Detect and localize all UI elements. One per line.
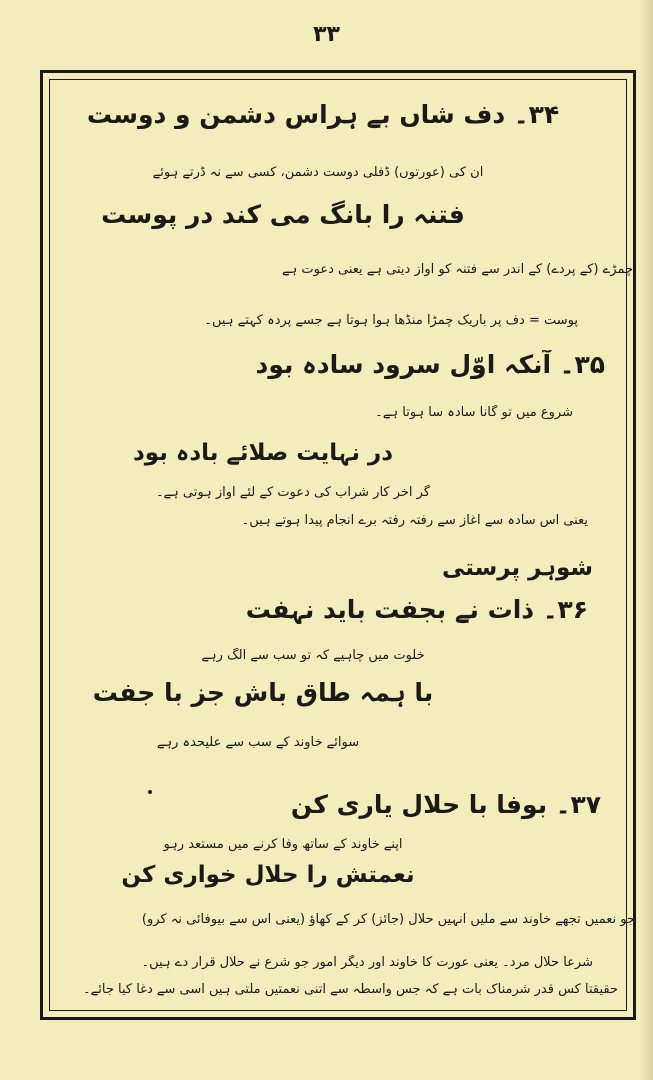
couplet-35-translation-2: گر آخر کار شراب کی دعوت کے لئے آواز ہوتی ہے۔ (155, 485, 431, 500)
couplet-37-note-1: شرعاً حلال مرد۔ یعنی عورت کا خاوند اور دیگر امور جو شرع نے حلال قرار دے ہیں۔ (141, 955, 593, 970)
couplet-35-translation-1: شروع میں تو گانا سادہ سا ہوتا ہے۔ (375, 405, 573, 420)
couplet-34-note: پوست = دف پر باریک چمڑا منڈھا ہوا ہوتا ہے جسے پردہ کہتے ہیں۔ (204, 313, 578, 328)
couplet-36-line-1: ۳۶۔ ذات نے بجفت باید نہفت (245, 595, 588, 624)
couplet-36-line-2: با ہمہ طاق باش جز با جفت (92, 678, 434, 707)
couplet-37-translation-1: اپنے خاوند کے ساتھ وفا کرنے میں مستعد رہو (163, 837, 403, 852)
couplet-34-line-2: فتنہ را بانگ می کند در پوست (101, 200, 465, 229)
couplet-35-line-1: ۳۵۔ آنکہ اوّل سرود سادہ بود (255, 350, 605, 379)
couplet-37-note-2: حقیقتاً کس قدر شرمناک بات ہے کہ جس واسطہ سے اتنی نعمتیں ملتی ہیں اسی سے دغا کیا جائے۔ (83, 982, 618, 997)
couplet-35-line-2: در نہایت صلائے بادہ بود (132, 440, 394, 466)
couplet-34-translation-2: چمڑے (کے پردے) کے اندر سے فتنہ کو آواز دیتی ہے یعنی دعوت ہے (282, 262, 633, 277)
couplet-37-line-2: نعمتش را حلال خواری کن (121, 862, 415, 888)
section-heading: شوہر پرستی (441, 555, 593, 581)
couplet-37-translation-2: جو نعمیں تجھے خاوند سے ملیں انہیں حلال (جائز) کر کے کھاؤ (یعنی اس سے بیوفائی نہ کرو) (141, 912, 635, 927)
page-edge-shadow (639, 0, 653, 1080)
page-number: ۳۳ (313, 22, 340, 47)
couplet-34-translation-1: ان کی (عورتوں) ڈفلی دوست دشمن، کسی سے نہ ڈرتے ہوئے (152, 165, 484, 180)
couplet-36-translation-2: سوائے خاوند کے سب سے علیحدہ رہے (156, 735, 360, 750)
couplet-34-line-1: ۳۴۔ دف شاں بے ہراس دشمن و دوست (86, 100, 560, 129)
couplet-36-translation-1: خلوت میں چاہیے کہ تو سب سے الگ رہے (201, 648, 425, 663)
couplet-35-note: یعنی اس سادہ سے آغاز سے رفتہ رفتہ برے انجام پیدا ہوتے ہیں۔ (241, 513, 588, 528)
couplet-37-line-1: ۳۷۔ بوفا با حلال یاری کن (290, 790, 601, 819)
